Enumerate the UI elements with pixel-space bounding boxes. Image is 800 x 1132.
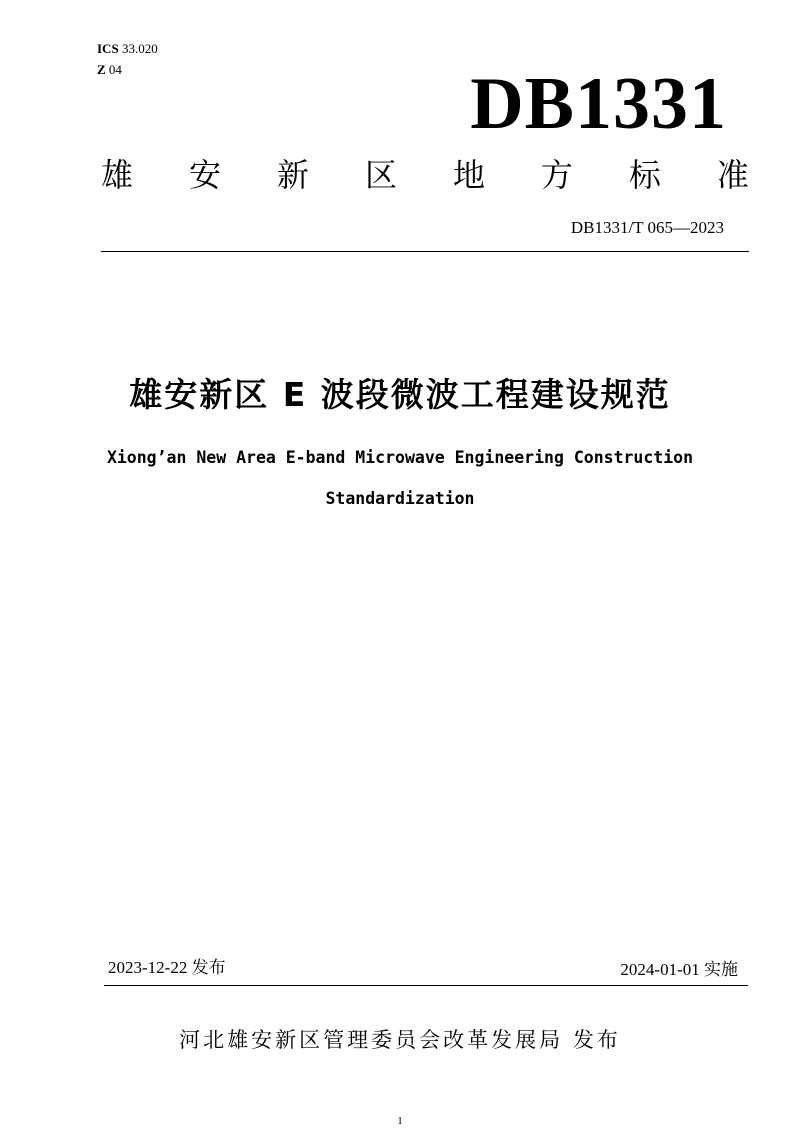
footer-divider [104, 985, 748, 986]
publisher: 河北雄安新区管理委员会改革发展局 发布 [179, 1028, 621, 1052]
standard-type-char: 新 [276, 156, 309, 194]
document-number: DB1331/T 065—2023 [570, 218, 724, 237]
standard-type-char: 标 [628, 156, 661, 194]
standard-type-char: 地 [452, 156, 485, 194]
standard-type-char: 安 [188, 156, 221, 194]
issue-date: 2023-12-22 发布 [108, 958, 226, 977]
standard-type-char: 区 [364, 156, 397, 194]
standard-type-char: 准 [716, 156, 749, 194]
implementation-date: 2024-01-01 实施 [620, 960, 738, 979]
z-code: 04 [108, 62, 122, 77]
z-classification [97, 62, 122, 78]
standard-type-heading [101, 153, 749, 197]
document-title-chinese: 雄安新区 E 波段微波工程建设规范 [129, 375, 671, 414]
standard-type-char: 方 [540, 156, 573, 194]
ics-code: 33.020 [121, 41, 158, 56]
page-number: 1 [397, 1115, 403, 1127]
header-divider [101, 251, 749, 252]
document-title-english-line1: Xiong’an New Area E-band Microwave Engineering Construction [106, 448, 694, 467]
ics-label: ICS [97, 41, 119, 56]
ics-classification [97, 41, 158, 57]
standard-type-char: 雄 [101, 156, 134, 194]
standard-code: DB1331 [470, 63, 727, 145]
document-title-english-line2: Standardization [325, 489, 475, 508]
z-label: Z [97, 62, 106, 77]
